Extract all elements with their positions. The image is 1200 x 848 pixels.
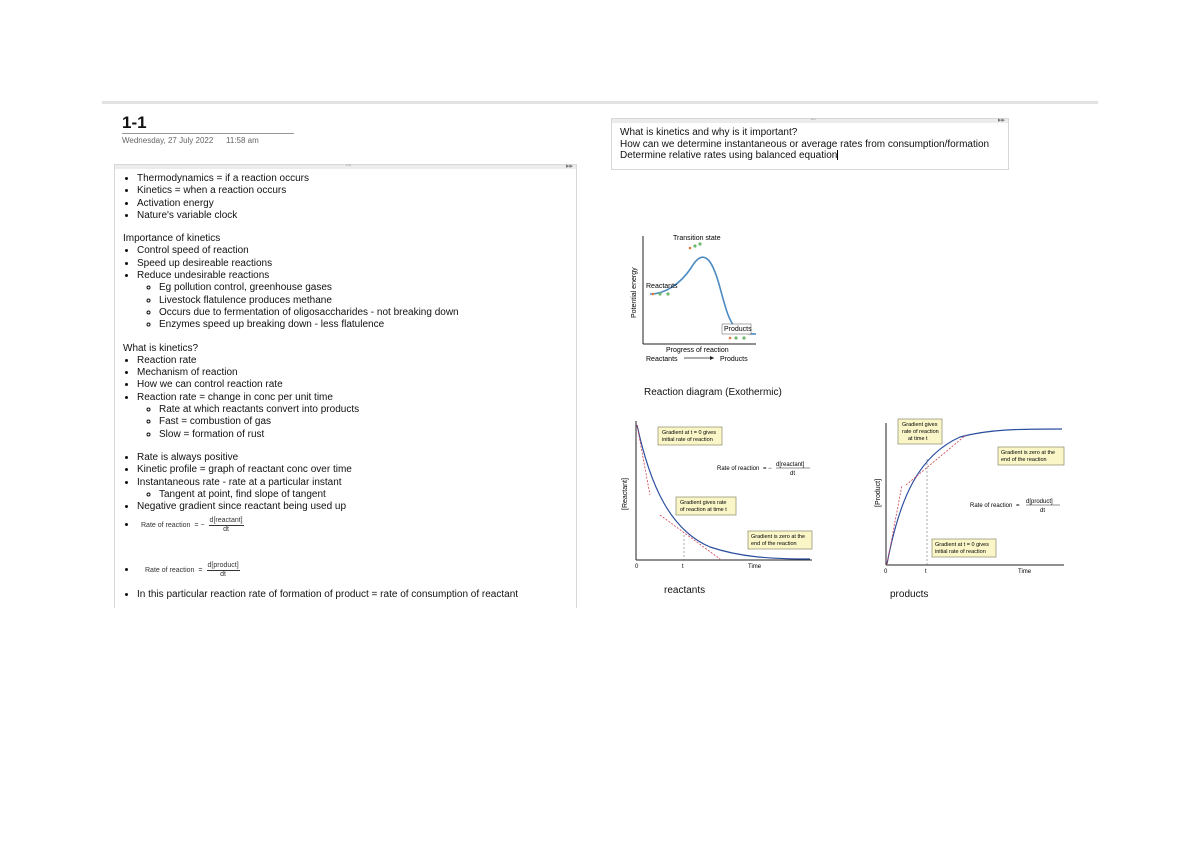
x-axis-label: Progress of reaction <box>666 347 729 354</box>
drag-handle-icon[interactable]: ···· <box>810 116 816 123</box>
text-line: What is kinetics and why is it important? <box>620 127 798 138</box>
y-axis-label: Potential energy <box>631 267 638 318</box>
list-item: • Thermodynamics = if a reaction occurs <box>137 173 576 185</box>
molecule-dot <box>693 244 696 247</box>
equation-label: Rate of reaction <box>970 503 1013 509</box>
reactant-graph-caption: reactants <box>664 585 706 596</box>
list-item: ◦ Tangent at point, find slope of tangent <box>159 489 576 501</box>
list-item: ◦ Enzymes speed up breaking down - less flatulence <box>159 319 576 331</box>
page-top-divider <box>102 101 1098 104</box>
reactants-label: Reactants <box>646 283 678 290</box>
x-axis-label: Time <box>748 564 762 570</box>
molecule-dot <box>698 242 701 245</box>
list-item: • Reaction rate = change in conc per unit time ◦ Rate at which reactants convert into products ◦ Fast = combustion of gas ◦ Slow = formation of rust <box>137 392 576 441</box>
reactant-graph-image[interactable] <box>620 415 820 575</box>
callout-text: Gradient at t = 0 gives <box>662 430 716 436</box>
intro-list <box>115 173 576 222</box>
molecule-dot <box>742 336 745 339</box>
note-container-left[interactable] <box>114 164 577 608</box>
product-graph-image[interactable] <box>870 415 1070 577</box>
t-tick-label: t <box>682 564 684 570</box>
molecule-dot <box>689 247 692 250</box>
equation-denominator: dt <box>790 471 796 477</box>
callout-text: end of the reaction <box>1001 457 1047 463</box>
callout-text: end of the reaction <box>751 541 797 547</box>
list-item: ◦ Rate at which reactants convert into products <box>159 404 576 416</box>
y-axis-label: [Reactant] <box>622 478 629 510</box>
callout-text: Gradient gives rate <box>680 500 727 506</box>
equation-numerator: d[reactant] <box>776 462 805 468</box>
transition-state-label: Transition state <box>673 235 721 242</box>
whatis-list <box>115 355 576 441</box>
importance-sublist <box>137 282 576 331</box>
callout-text: rate of reaction <box>902 429 939 435</box>
container-drag-bar[interactable] <box>115 162 576 170</box>
equation-sign: = − <box>763 466 772 472</box>
equation-denominator: dt <box>1040 508 1046 514</box>
callout-text: initial rate of reaction <box>662 437 713 443</box>
x-axis-label: Time <box>1018 569 1032 575</box>
list-item: • Instantaneous rate - rate at a particular instant ◦ Tangent at point, find slope of tangent <box>137 477 576 502</box>
arrow-head-icon <box>710 356 714 360</box>
molecule-dot <box>666 292 669 295</box>
energy-diagram-image[interactable] <box>626 228 766 366</box>
note-body-right[interactable] <box>620 127 989 162</box>
page-date: Wednesday, 27 July 2022 <box>122 136 214 145</box>
rate-list <box>115 452 576 602</box>
arrow-right-label: Products <box>720 356 748 363</box>
list-item: ◦ Fast = combustion of gas <box>159 416 576 428</box>
products-label: Products <box>724 326 752 333</box>
energy-diagram-caption: Reaction diagram (Exothermic) <box>644 387 782 398</box>
list-item: • Kinetics = when a reaction occurs <box>137 185 576 197</box>
initial-tangent <box>637 425 650 495</box>
equation-sign: = <box>1016 503 1020 509</box>
list-item: ◦ Slow = formation of rust <box>159 429 576 441</box>
list-item: • Negative gradient since reactant being used up <box>137 501 576 513</box>
y-axis-label: [Product] <box>875 478 882 507</box>
text-line: Determine relative rates using balanced equation <box>620 150 838 161</box>
list-item: • In this particular reaction rate of formation of product = rate of consumption of reactant <box>137 589 576 601</box>
callout-text: Gradient gives <box>902 422 938 428</box>
list-item: • Control speed of reaction <box>137 245 576 257</box>
equation-item <box>137 517 576 534</box>
product-rate-equation: • Rate of reaction = $\frac{\text{d[product]}}{dt}$ <box>145 562 239 579</box>
molecule-dot <box>652 293 655 296</box>
equation-item <box>137 562 576 579</box>
callout-text: at time t <box>908 436 928 442</box>
middle-tangent <box>660 515 720 559</box>
container-drag-bar[interactable] <box>612 116 1008 124</box>
whatis-sublist <box>137 404 576 441</box>
list-item: • Rate is always positive <box>137 452 576 464</box>
list-item: ◦ Livestock flatulence produces methane <box>159 295 576 307</box>
equation-numerator: d[product] <box>1026 499 1053 505</box>
resize-handle-icon[interactable]: ▸▸ <box>997 117 1005 124</box>
page-title[interactable]: 1-1 <box>122 113 147 132</box>
title-underline <box>122 133 294 134</box>
list-item: • Speed up desireable reactions <box>137 258 576 270</box>
origin-label: 0 <box>635 564 639 570</box>
list-item: ◦ Eg pollution control, greenhouse gases <box>159 282 576 294</box>
rate-sublist <box>137 489 576 501</box>
initial-tangent <box>887 485 902 564</box>
equation-label: Rate of reaction <box>717 466 760 472</box>
importance-list <box>115 245 576 331</box>
list-item: ◦ Occurs due to fermentation of oligosaccharides - not breaking down <box>159 307 576 319</box>
resize-handle-icon[interactable]: ▸▸ <box>565 163 573 170</box>
importance-heading: Importance of kinetics <box>123 233 221 245</box>
drag-handle-icon[interactable]: ···· <box>345 162 351 169</box>
molecule-dot <box>734 336 737 339</box>
callout-text: Gradient is zero at the <box>751 534 806 540</box>
list-item: • How we can control reaction rate <box>137 379 576 391</box>
callout-text: of reaction at time t <box>680 507 727 513</box>
arrow-left-label: Reactants <box>646 356 678 363</box>
list-item: • Reduce undesirable reactions ◦ Eg pollution control, greenhouse gases ◦ Livestock flatulence produces methane ◦ Occurs due to fermentation of oligosaccharides - not breaking down ◦ Enzymes speed up breaking down - less flatulence <box>137 270 576 331</box>
list-item: • Reaction rate <box>137 355 576 367</box>
whatis-heading: What is kinetics? <box>123 342 199 354</box>
callout-text: initial rate of reaction <box>935 549 986 555</box>
energy-curve <box>650 257 756 334</box>
note-container-right[interactable] <box>611 118 1009 170</box>
t-tick-label: t <box>925 569 927 575</box>
list-item: • Activation energy <box>137 198 576 210</box>
note-body[interactable] <box>115 173 576 602</box>
page-time: 11:58 am <box>226 136 259 145</box>
list-item: • Nature's variable clock <box>137 210 576 222</box>
list-item: • Kinetic profile = graph of reactant conc over time <box>137 464 576 476</box>
callout-text: Gradient at t = 0 gives <box>935 542 989 548</box>
text-line: How can we determine instantaneous or average rates from consumption/formation <box>620 138 990 150</box>
product-graph-caption: products <box>890 589 929 600</box>
molecule-dot <box>658 292 661 295</box>
callout-text: Gradient is zero at the <box>1001 450 1056 456</box>
molecule-dot <box>729 337 732 340</box>
text-cursor <box>837 150 838 160</box>
reactant-rate-equation: • Rate of reaction = − $\frac{\text{d[reactant]}}{dt}$ <box>141 517 243 534</box>
origin-label: 0 <box>884 569 888 575</box>
list-item: • Mechanism of reaction <box>137 367 576 379</box>
